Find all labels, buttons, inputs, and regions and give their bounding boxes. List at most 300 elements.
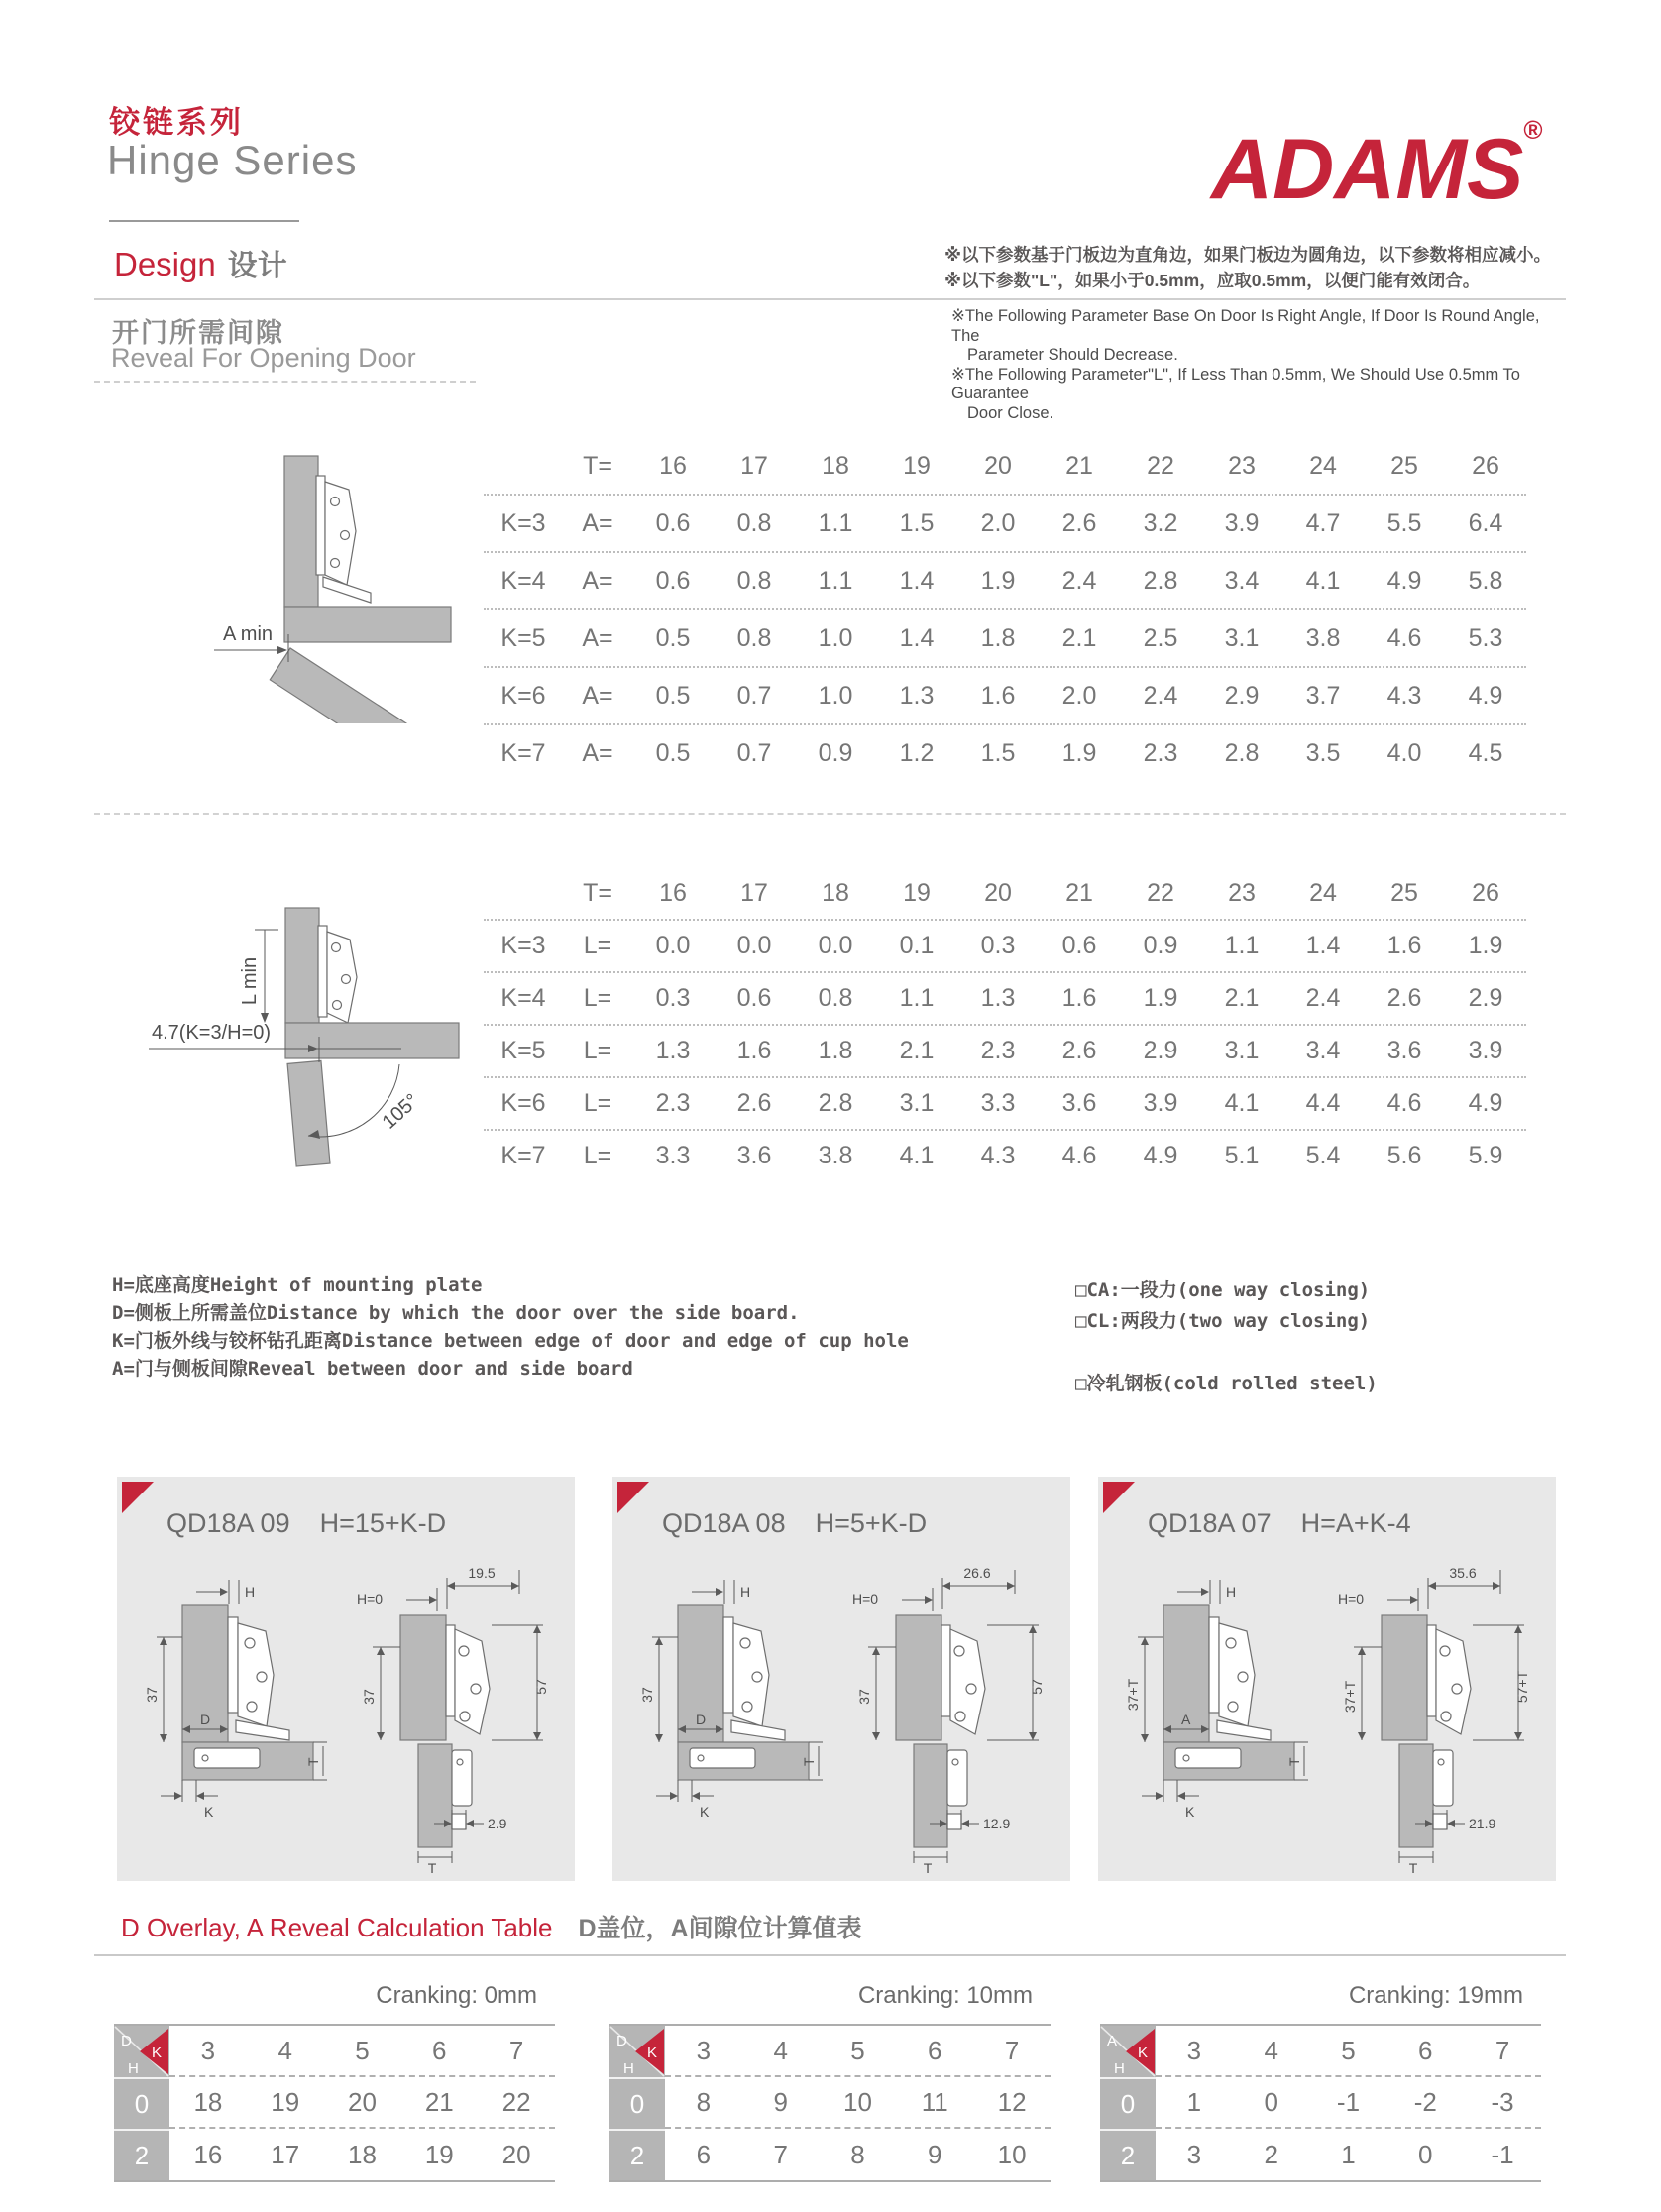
dim-label-vright: 57+T: [1514, 1670, 1530, 1704]
table-cell: 1.1: [818, 566, 853, 595]
column-header: 3: [696, 2035, 712, 2065]
legend-options: [1075, 1275, 1378, 1399]
table-cell: 1.6: [1386, 932, 1422, 959]
table-cell: 4.6: [1386, 1089, 1422, 1117]
table-cell: 2.9: [1224, 681, 1260, 710]
table-cell: A=: [582, 508, 613, 537]
table-cell: 4.6: [1061, 1142, 1097, 1169]
table-cell: 2.9: [1468, 984, 1503, 1012]
table-cell: 1.2: [899, 738, 935, 767]
table-cell: T=: [583, 879, 612, 907]
table-cell: 0: [1264, 2086, 1278, 2117]
table-cell: 0.8: [736, 566, 772, 595]
table-cell: 10: [997, 2139, 1027, 2169]
table-cell: 19: [903, 451, 931, 480]
table-cell: 6: [696, 2139, 712, 2169]
table-cell: 20: [984, 451, 1012, 480]
hinge-diagram-right: [343, 1564, 561, 1875]
table-cell: A=: [582, 681, 613, 710]
row-cells: [1156, 2129, 1541, 2180]
table-cell: K=5: [500, 623, 546, 652]
table-cell: 2.8: [1143, 566, 1178, 595]
dim-label-vleft: 37: [856, 1689, 872, 1705]
table-cell: 1: [1186, 2086, 1202, 2117]
dim-label-t: T: [801, 1757, 817, 1766]
table-cell: 3.4: [1305, 1037, 1341, 1064]
table-row: [484, 1078, 1526, 1131]
dim-label-t2: T: [923, 1860, 933, 1875]
calc-heading-en: D Overlay, A Reveal Calculation Table: [121, 1913, 553, 1942]
corner-cell: [114, 2026, 169, 2077]
table-cell: 1.8: [818, 1037, 853, 1064]
table-cell: 0.3: [980, 932, 1016, 959]
table-cell: K=5: [500, 1037, 546, 1064]
table-cell: 4.0: [1386, 738, 1422, 767]
table-cell: 4.1: [1224, 1089, 1260, 1117]
dim-label-37: 37: [144, 1687, 160, 1703]
corner-triangle-icon: [1103, 1482, 1135, 1513]
corner-label-top: A: [1107, 2033, 1118, 2049]
dim-label-h0: H=0: [1338, 1591, 1365, 1606]
cranking-title: Cranking: 10mm: [857, 1982, 1033, 2009]
table-cell: 0.0: [818, 932, 853, 959]
table-cell: 12: [997, 2086, 1027, 2117]
table-cell: 16: [193, 2139, 223, 2169]
column-header: 6: [928, 2035, 942, 2065]
row-cells: [665, 2077, 1051, 2129]
table-cell: 1.6: [736, 1037, 772, 1064]
table-cell: 1.5: [899, 508, 935, 537]
table-cell: 1.9: [980, 566, 1016, 595]
table-row: [484, 553, 1526, 610]
table-cell: 4.1: [899, 1142, 935, 1169]
dim-label-37: 37: [639, 1687, 655, 1703]
corner-label-bottom: H: [623, 2060, 634, 2077]
series-title-cn: 铰链系列: [109, 105, 244, 140]
table-cell: 2.1: [1224, 984, 1260, 1012]
column-header: 7: [508, 2035, 524, 2065]
note-en-line: Parameter Should Decrease.: [967, 346, 1178, 364]
model-code: QD18A 07: [1148, 1508, 1272, 1538]
column-header: 3: [1186, 2035, 1202, 2065]
table-cell: L=: [583, 1142, 612, 1169]
dim-label-37t: 37+T: [1125, 1678, 1141, 1712]
table-cell: 25: [1390, 879, 1418, 907]
table-cell: 0.8: [818, 984, 853, 1012]
table-cell: 4.9: [1468, 681, 1503, 710]
table-cell: 1.6: [1061, 984, 1097, 1012]
table-cell: 2.3: [655, 1089, 691, 1117]
header-cells: [1156, 2026, 1541, 2077]
row-cells: [169, 2129, 555, 2180]
notes-cn: [944, 242, 1559, 293]
dim-label-bottom: 2.9: [488, 1816, 507, 1831]
dim-label-top: 35.6: [1449, 1565, 1477, 1581]
dim-label-bottom: 12.9: [983, 1816, 1011, 1831]
table-cell: 2.8: [818, 1089, 853, 1117]
table-cell: A=: [582, 566, 613, 595]
table-cell: 4.5: [1468, 738, 1503, 767]
table-row: [484, 868, 1526, 921]
table-cell: 0.3: [655, 984, 691, 1012]
table-cell: 4.3: [1386, 681, 1422, 710]
table-cell: -1: [1491, 2139, 1514, 2169]
table-cell: 3: [1186, 2139, 1202, 2169]
table-cell: 0.6: [655, 566, 691, 595]
reveal-table-l: [484, 868, 1526, 1181]
row-label: 0: [1100, 2077, 1156, 2129]
table-row: [484, 610, 1526, 668]
design-heading: [114, 241, 287, 284]
table-cell: 4.3: [980, 1142, 1016, 1169]
table-cell: 17: [740, 879, 768, 907]
table-cell: 0.9: [818, 738, 853, 767]
table-cell: 4.9: [1143, 1142, 1178, 1169]
header-cells: [169, 2026, 555, 2077]
table-cell: 3.9: [1143, 1089, 1178, 1117]
hinge-diagram-right: [838, 1564, 1056, 1875]
table-cell: K=4: [500, 984, 546, 1012]
table-cell: 5.3: [1468, 623, 1503, 652]
table-row: [484, 973, 1526, 1026]
table-cell: -1: [1336, 2086, 1361, 2117]
table-cell: 2.6: [1061, 1037, 1097, 1064]
table-cell: 2.3: [1143, 738, 1178, 767]
table-cell: 1.8: [980, 623, 1016, 652]
legend-line-cl: □CL:两段力(two way closing): [1075, 1310, 1371, 1332]
table-cell: 0.6: [1061, 932, 1097, 959]
legend-line-ca: □CA:一段力(one way closing): [1075, 1279, 1371, 1301]
table-cell: 5.6: [1386, 1142, 1422, 1169]
table-cell: -3: [1491, 2086, 1514, 2117]
header-cells: [665, 2026, 1051, 2077]
table-cell: 16: [659, 451, 687, 480]
table-cell: K=7: [500, 738, 546, 767]
table-header-row: [609, 2026, 1051, 2077]
table-row: [1100, 2129, 1541, 2180]
panel-title: [166, 1508, 446, 1539]
note-en-line: ※The Following Parameter"L", If Less Than 0.5mm, We Should Use 0.5mm To Guarantee: [951, 365, 1520, 402]
table-cell: A=: [582, 738, 613, 767]
section-title-en: Reveal For Opening Door: [111, 343, 416, 373]
table-cell: 0.7: [736, 738, 772, 767]
dim-label-4-7: 4.7(K=3/H=0): [152, 1022, 272, 1044]
column-header: 6: [432, 2035, 447, 2065]
table-row: [484, 1131, 1526, 1181]
dim-label-h: H: [245, 1584, 256, 1600]
table-cell: 8: [850, 2139, 865, 2169]
product-panel-qd18a07: [1098, 1477, 1556, 1881]
note-en-line: Door Close.: [967, 403, 1054, 422]
corner-label-top: D: [616, 2033, 627, 2049]
dim-label-h: H: [1226, 1584, 1237, 1600]
corner-label-bottom: H: [128, 2060, 139, 2077]
legend-line-h: H=底座高度Height of mounting plate: [112, 1274, 483, 1296]
table-row: [609, 2077, 1051, 2129]
row-label: 2: [114, 2129, 169, 2180]
column-header: 4: [1264, 2035, 1278, 2065]
table-cell: 2.4: [1143, 681, 1178, 710]
table-cell: 5.9: [1468, 1142, 1503, 1169]
table-row: [484, 668, 1526, 725]
row-label: 0: [114, 2077, 169, 2129]
registered-mark: ®: [1523, 115, 1543, 145]
table-cell: 24: [1309, 879, 1337, 907]
design-heading-en: Design: [114, 246, 216, 282]
table-cell: 0.1: [899, 932, 935, 959]
table-cell: 0.8: [736, 623, 772, 652]
dashed-divider: [94, 813, 1566, 815]
table-cell: 5.8: [1468, 566, 1503, 595]
section-dashed-rule: [94, 381, 476, 383]
table-cell: 17: [740, 451, 768, 480]
design-heading-cn: 设计: [227, 250, 287, 282]
table-cell: 3.3: [655, 1142, 691, 1169]
table-cell: 2.4: [1061, 566, 1097, 595]
table-cell: 9: [773, 2086, 788, 2117]
note-cn-line: ※以下参数基于门板边为直角边，如果门板边为圆角边，以下参数将相应减小。: [944, 245, 1552, 265]
column-header: 4: [773, 2035, 788, 2065]
legend-line-k: K=门板外线与铰杯钻孔距离Distance between edge of door and edge of cup hole: [112, 1330, 909, 1352]
table-cell: 19: [271, 2086, 300, 2117]
table-cell: 20: [348, 2086, 377, 2117]
corner-cell: [1100, 2026, 1156, 2077]
table-cell: 0.7: [736, 681, 772, 710]
table-cell: L=: [583, 1089, 612, 1117]
table-cell: 2.0: [1061, 681, 1097, 710]
table-cell: 21: [1065, 451, 1093, 480]
column-header: 5: [850, 2035, 865, 2065]
dim-label-angle: 105°: [378, 1089, 424, 1134]
row-cells: [169, 2077, 555, 2129]
cranking-table-0mm: [114, 1982, 555, 2182]
dim-label-t: T: [305, 1757, 321, 1766]
table-cell: T=: [583, 451, 612, 480]
table-cell: 25: [1390, 451, 1418, 480]
cranking-table-10mm: [609, 1982, 1051, 2182]
dim-label-d: D: [696, 1712, 707, 1727]
table-cell: 5.4: [1305, 1142, 1341, 1169]
table-cell: 4.7: [1305, 508, 1341, 537]
table-cell: K=3: [500, 932, 546, 959]
table-cell: 20: [501, 2139, 531, 2169]
table-cell: K=4: [500, 566, 546, 595]
table-cell: 2.4: [1305, 984, 1341, 1012]
corner-label-k: K: [647, 2045, 658, 2061]
table-cell: K=6: [500, 681, 546, 710]
corner-label-top: D: [121, 2033, 132, 2049]
table-cell: 3.3: [980, 1089, 1016, 1117]
table-cell: 3.5: [1305, 738, 1341, 767]
table-cell: 1.0: [818, 623, 853, 652]
table-cell: 0.0: [655, 932, 691, 959]
cranking-table-19mm: [1100, 1982, 1541, 2182]
row-label: 2: [609, 2129, 665, 2180]
table-cell: 1.1: [899, 984, 935, 1012]
hinge-diagram-left: [634, 1576, 832, 1824]
table-header-row: [1100, 2026, 1541, 2077]
cranking-title: Cranking: 19mm: [1348, 1982, 1523, 2009]
table-cell: 3.2: [1143, 508, 1178, 537]
cranking-title: Cranking: 0mm: [376, 1982, 537, 2009]
spacer: [1075, 1337, 1378, 1369]
note-cn-line: ※以下参数"L"，如果小于0.5mm，应取0.5mm，以便门能有效闭合。: [944, 271, 1481, 290]
table-cell: 20: [984, 879, 1012, 907]
row-label: 0: [609, 2077, 665, 2129]
horizontal-rule: [94, 298, 1566, 300]
table-cell: 19: [903, 879, 931, 907]
table-cell: 1.3: [980, 984, 1016, 1012]
table-cell: 0.5: [655, 623, 691, 652]
legend-line-a: A=门与侧板间隙Reveal between door and side board: [112, 1358, 633, 1380]
table-cell: 1.5: [980, 738, 1016, 767]
table-cell: K=6: [500, 1089, 546, 1117]
table-cell: 2.6: [1061, 508, 1097, 537]
table-cell: 1: [1341, 2139, 1356, 2169]
table-cell: 3.1: [1224, 1037, 1260, 1064]
table-cell: 18: [822, 879, 849, 907]
table-cell: 4.9: [1386, 566, 1422, 595]
table-row: [484, 725, 1526, 781]
table-cell: 22: [501, 2086, 531, 2117]
note-en-line: ※The Following Parameter Base On Door Is Right Angle, If Door Is Round Angle, The: [951, 307, 1540, 345]
table-cell: 3.1: [899, 1089, 935, 1117]
table-cell: 10: [843, 2086, 872, 2117]
table-cell: 2.6: [736, 1089, 772, 1117]
table-cell: 4.9: [1468, 1089, 1503, 1117]
table-cell: 22: [1147, 879, 1174, 907]
table-cell: 0.6: [736, 984, 772, 1012]
table-cell: 2.9: [1143, 1037, 1178, 1064]
table-cell: 1.1: [818, 508, 853, 537]
dim-label-vleft: 37: [361, 1689, 377, 1705]
table-cell: 8: [696, 2086, 712, 2117]
table-cell: 1.6: [980, 681, 1016, 710]
table-cell: 3.7: [1305, 681, 1341, 710]
table-cell: 18: [348, 2139, 377, 2169]
table-cell: A=: [582, 623, 613, 652]
table-cell: 2.3: [980, 1037, 1016, 1064]
table-cell: -2: [1413, 2086, 1437, 2117]
table-cell: 6.4: [1468, 508, 1503, 537]
legend-line-steel: □冷轧钢板(cold rolled steel): [1075, 1373, 1378, 1394]
product-panel-qd18a08: [612, 1477, 1070, 1881]
dim-label-k: K: [1185, 1804, 1195, 1820]
table-cell: 17: [271, 2139, 300, 2169]
legend-definitions: [112, 1272, 909, 1382]
formula: H=15+K-D: [319, 1508, 447, 1538]
table-header-row: [114, 2026, 555, 2077]
table-cell: 16: [659, 879, 687, 907]
dim-label-t: T: [1286, 1757, 1302, 1766]
horizontal-rule: [94, 1954, 1566, 1956]
table-cell: L=: [583, 984, 612, 1012]
table-cell: 18: [822, 451, 849, 480]
notes-en: [951, 307, 1546, 423]
corner-label-k: K: [1138, 2045, 1149, 2061]
table-cell: 1.9: [1468, 932, 1503, 959]
table-cell: 4.6: [1386, 623, 1422, 652]
table-cell: 26: [1472, 451, 1499, 480]
table-cell: 2: [1264, 2139, 1278, 2169]
table-cell: 3.1: [1224, 623, 1260, 652]
dim-label-vright: 57: [533, 1679, 549, 1695]
row-cells: [665, 2129, 1051, 2180]
table-cell: L=: [583, 932, 612, 959]
table-cell: 21: [1065, 879, 1093, 907]
table-cell: 1.9: [1143, 984, 1178, 1012]
dim-label-vleft: 37+T: [1342, 1680, 1358, 1714]
table-cell: 0.8: [736, 508, 772, 537]
table-cell: 4.4: [1305, 1089, 1341, 1117]
table-cell: L=: [583, 1037, 612, 1064]
dim-label-top: 26.6: [963, 1565, 991, 1581]
table-cell: 3.8: [1305, 623, 1341, 652]
dim-label-h: H: [740, 1584, 751, 1600]
model-code: QD18A 08: [662, 1508, 786, 1538]
column-header: 7: [1495, 2035, 1510, 2065]
table-cell: 0.5: [655, 738, 691, 767]
hinge-diagram-left: [139, 1576, 337, 1824]
column-header: 5: [1341, 2035, 1356, 2065]
dim-label-d: D: [200, 1712, 211, 1727]
dim-label-h0: H=0: [357, 1591, 384, 1606]
dim-label-t2: T: [1408, 1860, 1418, 1875]
table-cell: 11: [921, 2086, 948, 2117]
legend-line-d: D=侧板上所需盖位Distance by which the door over the side board.: [112, 1302, 800, 1324]
corner-cell: [609, 2026, 665, 2077]
row-cells: [1156, 2077, 1541, 2129]
model-code: QD18A 09: [166, 1508, 290, 1538]
table-cell: 1.4: [899, 623, 935, 652]
brand-logo: ADAMS®: [1211, 115, 1543, 217]
table-cell: 0.9: [1143, 932, 1178, 959]
table-cell: 1.1: [1224, 932, 1260, 959]
dim-label-bottom: 21.9: [1469, 1816, 1496, 1831]
hinge-diagram-right: [1324, 1564, 1542, 1875]
table-cell: 1.3: [655, 1037, 691, 1064]
product-panel-qd18a09: [117, 1477, 575, 1881]
table-cell: 3.8: [818, 1142, 853, 1169]
table-cell: 3.6: [736, 1142, 772, 1169]
table-cell: 18: [193, 2086, 223, 2117]
table-row: [484, 1026, 1526, 1078]
corner-label-bottom: H: [1114, 2060, 1125, 2077]
series-title-en: Hinge Series: [107, 137, 358, 183]
table-row: [609, 2129, 1051, 2180]
formula: H=5+K-D: [815, 1508, 928, 1538]
table-cell: 22: [1147, 451, 1174, 480]
table-row: [484, 496, 1526, 553]
table-cell: 2.8: [1224, 738, 1260, 767]
column-header: 5: [355, 2035, 370, 2065]
table-cell: 5.5: [1386, 508, 1422, 537]
calc-heading-cn: D盖位，A间隙位计算值表: [578, 1915, 862, 1942]
table-cell: 24: [1309, 451, 1337, 480]
table-cell: 1.0: [818, 681, 853, 710]
formula: H=A+K-4: [1300, 1508, 1411, 1538]
dim-label-h0: H=0: [852, 1591, 879, 1606]
table-cell: 5.1: [1224, 1142, 1260, 1169]
table-cell: 4.1: [1305, 566, 1341, 595]
calc-table-heading: [121, 1909, 862, 1944]
table-row: [114, 2129, 555, 2180]
dim-label-a-min: A min: [222, 623, 274, 645]
column-header: 6: [1418, 2035, 1433, 2065]
corner-triangle-icon: [617, 1482, 649, 1513]
table: [609, 2024, 1051, 2182]
table-cell: K=3: [500, 508, 546, 537]
